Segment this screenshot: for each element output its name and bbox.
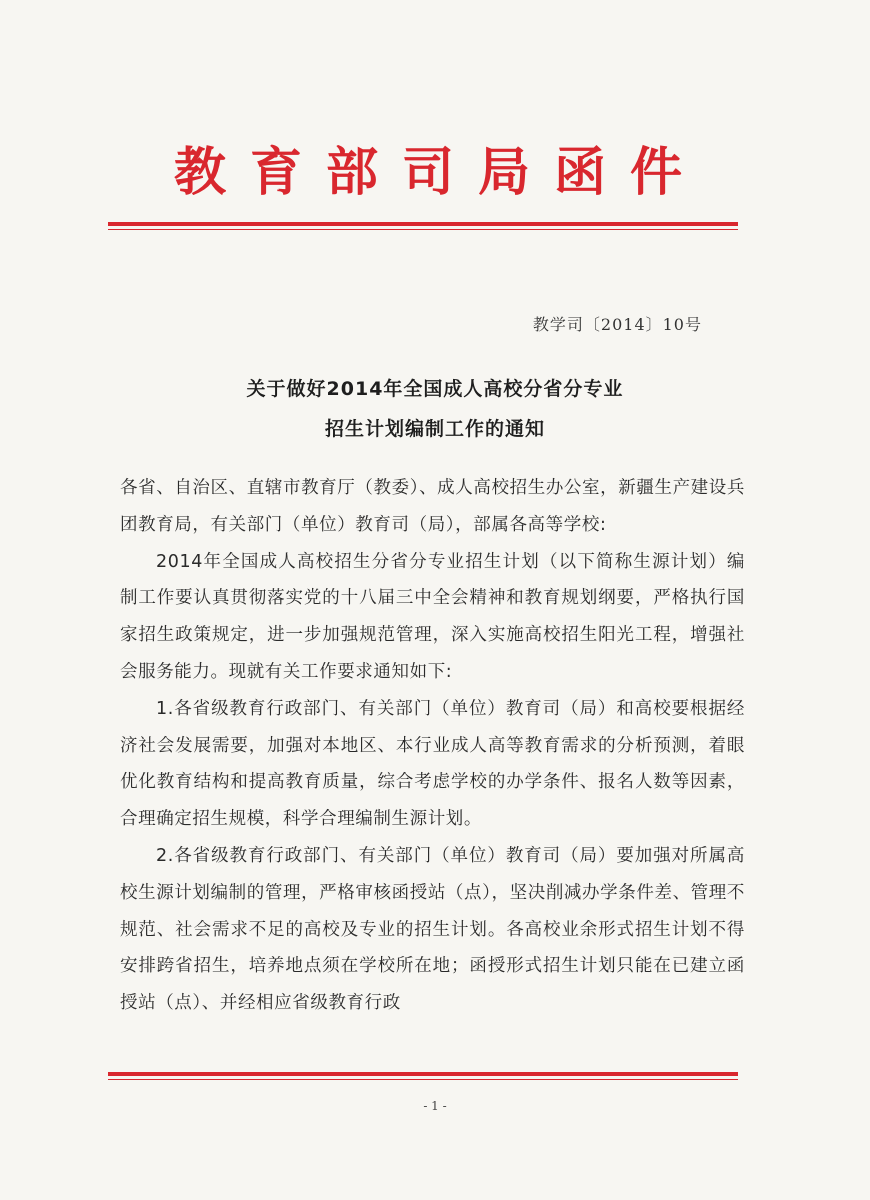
document-title-line-2: 招生计划编制工作的通知 <box>324 418 545 440</box>
document-title-line-1: 关于做好2014年全国成人高校分省分专业 <box>246 378 624 400</box>
document-body <box>120 470 745 1022</box>
masthead-title: 教育部司局函件 <box>173 142 706 203</box>
header-divider <box>108 222 738 230</box>
addressee: 各省、自治区、直辖市教育厅（教委）、成人高校招生办公室，新疆生产建设兵团教育局，有关部门（单位）教育司（局），部属各高等学校: <box>120 478 745 535</box>
body-paragraph-intro: 2014年全国成人高校招生分省分专业招生计划（以下简称生源计划）编制工作要认真贯彻落实党的十八届三中全会精神和教育规划纲要，严格执行国家招生政策规定，进一步加强规范管理，深入实施高校招生阳光工程，增强社会服务能力。现就有关工作要求通知如下: <box>120 551 745 682</box>
body-paragraph-2: 2.各省级教育行政部门、有关部门（单位）教育司（局）要加强对所属高校生源计划编制的管理，严格审核函授站（点），坚决削减办学条件差、管理不规范、社会需求不足的高校及专业的招生计划。各高校业余形式招生计划不得安排跨省招生，培养地点须在学校所在地；函授形式招生计划只能在已建立函授站（点）、并经相应省级教育行政 <box>120 845 745 1014</box>
page-number: - 1 - <box>423 1099 447 1113</box>
document-number: 教学司〔2014〕10号 <box>532 315 702 334</box>
body-paragraph-1: 1.各省级教育行政部门、有关部门（单位）教育司（局）和高校要根据经济社会发展需要，加强对本地区、本行业成人高等教育需求的分析预测，着眼优化教育结构和提高教育质量，综合考虑学校的办学条件、报名人数等因素，合理确定招生规模，科学合理编制生源计划。 <box>120 698 745 830</box>
footer-divider <box>108 1072 738 1080</box>
